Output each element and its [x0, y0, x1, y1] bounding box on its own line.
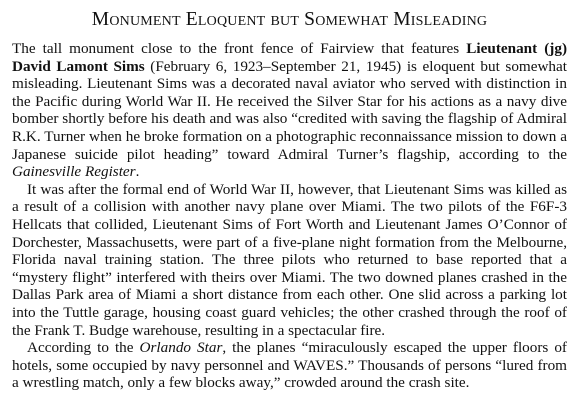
paragraph-3 — [12, 339, 567, 392]
article-title: Monument Eloquent but Somewhat Misleading — [91, 9, 488, 30]
paragraph-1-text-a: The tall monument close to the front fence of Fairview that features — [12, 40, 467, 57]
source-orlando-star: Orlando Star — [139, 339, 223, 357]
paragraph-1-text-b: (February 6, 1923–September 21, 1945) is eloquent but somewhat misleading. Lieutenant Sims was a decorated naval aviator who served with distinction in the Pacific during World War II. He received the Silver Star for his actions as a navy dive bomber shortly before his death and was also “credited with saving the flagship of Admiral R.K. Turner when he broke formation on a photographic reconnaissance mission to down a Japanese suicide pilot heading” toward Admiral Turner’s flagship, according to the — [12, 57, 567, 163]
source-gainesville-register: Gainesville Register — [12, 163, 136, 181]
paragraph-2: It was after the formal end of World War II, however, that Lieutenant Sims was killed as a result of a collision with another navy plane over Miami. The two pilots of the F6F-3 Hellcats that collided, Lieutenant Sims of Fort Worth and Lieutenant James O’Connor of Dorchester, Massachusetts, were part of a five-plane night formation from the Melbourne, Florida naval training station. The three pilots who returned to base reported that a “mystery flight” interfered with theirs over Miami. The two downed planes crashed in the Dallas Park area of Miami a short distance from each other. One slid across a parking lot into the Tuttle garage, housing coast guard vehicles; the other crashed through the roof of the Frank T. Budge warehouse, resulting in a spectacular fire. — [12, 180, 567, 339]
paragraph-3-text-b: , the planes “miraculously escaped the upper floors of hotels, some occupied by navy personnel and WAVES.” Thousands of persons “lured from a wrestling match, only a few blocks away,” crowded around the crash site. — [12, 339, 567, 392]
paragraph-1-text-c: . — [135, 163, 140, 181]
honoree-name: Lieutenant (jg) David Lamont Sims — [12, 40, 567, 75]
paragraph-1 — [12, 40, 567, 181]
paragraph-3-text-a: According to the — [27, 339, 140, 357]
